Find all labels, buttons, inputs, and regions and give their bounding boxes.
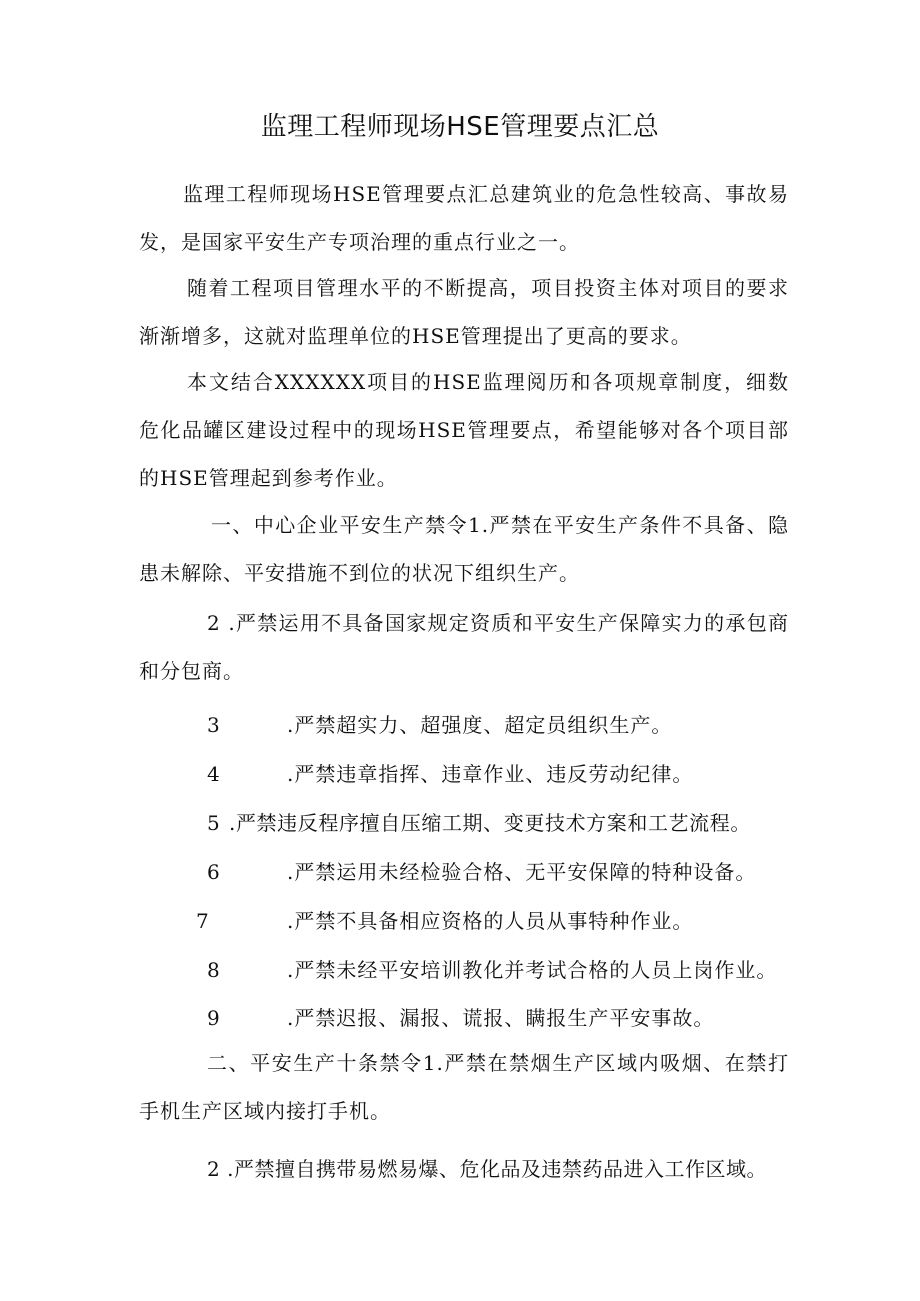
list-item-text: .严禁违反程序擅自压缩工期、变更技术方案和工艺流程。	[229, 811, 751, 835]
section-one-heading: 一、中心企业平安生产禁令1.严禁在平安生产条件不具备、隐患未解除、平安措施不到位的状况下组织生产。	[139, 513, 789, 585]
list-item-text: .严禁运用未经检验合格、无平安保障的特种设备。	[287, 860, 757, 884]
list-item-text: .严禁违章指挥、违章作业、违反劳动纪律。	[287, 762, 694, 786]
list-item	[207, 946, 807, 994]
list-item-number: 4	[207, 762, 221, 786]
list-item	[196, 897, 796, 945]
section-one-item-2: 2 .严禁运用不具备国家规定资质和平安生产保障实力的承包商和分包商。	[139, 611, 789, 683]
section-two-item-2: 2 .严禁擅自携带易燃易爆、危化品及违禁药品进入工作区域。	[207, 1157, 767, 1181]
list-item-number: 9	[207, 1006, 221, 1030]
intro-paragraph-3: 本文结合XXXXXX项目的HSE监理阅历和各项规章制度，细数危化品罐区建设过程中的现场HSE管理要点，希望能够对各个项目部的HSE管理起到参考作业。	[139, 370, 789, 490]
list-item-number: 5	[207, 811, 221, 835]
list-item-number: 8	[207, 958, 221, 982]
list-item	[207, 848, 807, 896]
intro-paragraph-1: 监理工程师现场HSE管理要点汇总建筑业的危急性较高、事故易发，是国家平安生产专项治理的重点行业之一。	[139, 182, 789, 254]
list-item-number: 3	[207, 713, 221, 737]
list-item-number: 7	[196, 909, 210, 933]
intro-paragraph-2: 随着工程项目管理水平的不断提高，项目投资主体对项目的要求渐渐增多，这就对监理单位的HSE管理提出了更高的要求。	[139, 276, 789, 348]
list-item-text: .严禁迟报、漏报、谎报、瞒报生产平安事故。	[287, 1006, 715, 1030]
list-item-text: .严禁未经平安培训教化并考试合格的人员上岗作业。	[287, 958, 778, 982]
list-item-number: 6	[207, 860, 221, 884]
list-item	[207, 799, 807, 847]
list-item-text: .严禁不具备相应资格的人员从事特种作业。	[287, 909, 694, 933]
list-item	[207, 750, 807, 798]
list-item-text: .严禁超实力、超强度、超定员组织生产。	[287, 713, 673, 737]
list-item	[207, 994, 807, 1042]
list-item	[207, 701, 807, 749]
section-two-heading: 二、平安生产十条禁令1.严禁在禁烟生产区域内吸烟、在禁打手机生产区域内接打手机。	[139, 1051, 789, 1123]
document-title: 监理工程师现场HSE管理要点汇总	[260, 112, 660, 142]
